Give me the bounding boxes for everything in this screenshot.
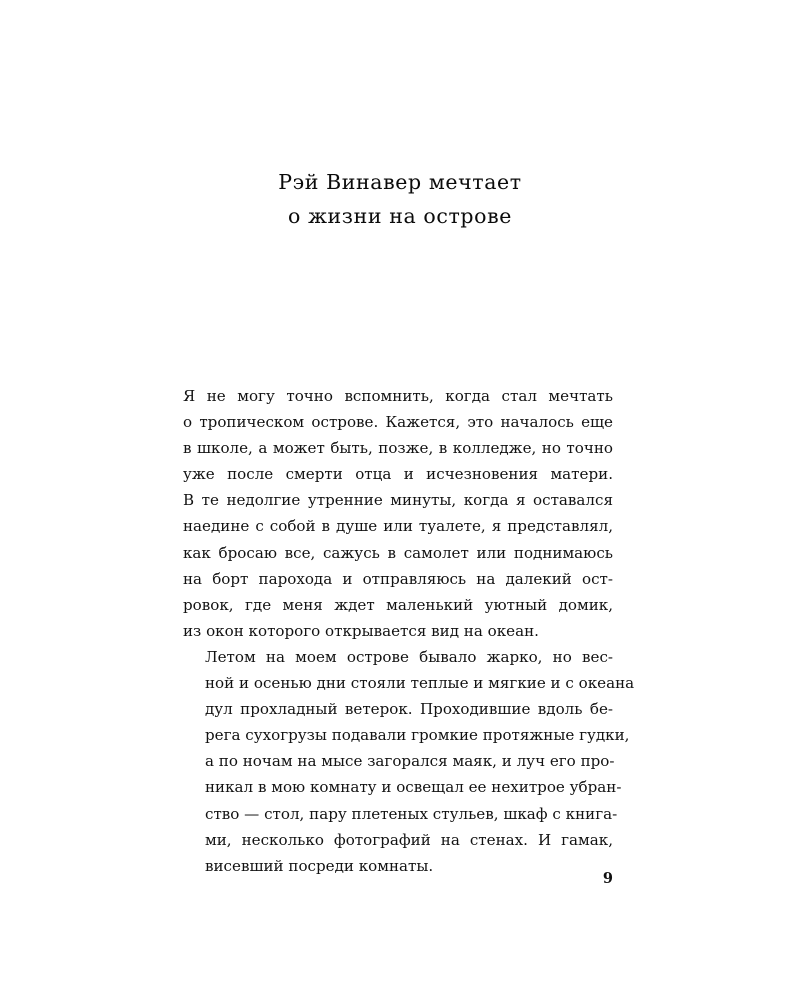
text-line: Летом на моем острове бывало жарко, но вес- xyxy=(205,647,613,666)
text-line: ровок, где меня ждет маленький уютный домик, xyxy=(183,595,613,614)
text-line: а по ночам на мысе загорался маяк, и луч его про- xyxy=(205,752,615,771)
text-line: никал в мою комнату и освещал ее нехитрое убран- xyxy=(205,778,622,797)
text-line: в школе, а может быть, позже, в колледже, но точно xyxy=(183,439,613,458)
chapter-title-line-2: о жизни на острове xyxy=(288,204,512,228)
text-line: ной и осенью дни стояли теплые и мягкие и с океана xyxy=(205,674,635,693)
text-line: ми, несколько фотографий на стенах. И гамак, xyxy=(205,830,613,849)
text-line: уже после смерти отца и исчезновения матери. xyxy=(183,465,613,484)
text-line: висевший посреди комнаты. xyxy=(205,856,434,875)
text-line: на борт парохода и отправляюсь на далекий ост- xyxy=(183,569,613,588)
text-line: как бросаю все, сажусь в самолет или поднимаюсь xyxy=(183,543,613,562)
body-text xyxy=(183,383,635,879)
text-line: дул прохладный ветерок. Проходившие вдоль бе- xyxy=(205,700,613,719)
paragraph-2 xyxy=(183,644,635,879)
text-line: ство — стол, пару плетеных стульев, шкаф с книга- xyxy=(205,804,618,823)
text-line: о тропическом острове. Кажется, это началось еще xyxy=(183,413,613,432)
text-line: из окон которого открывается вид на океан. xyxy=(183,621,539,640)
text-line: рега сухогрузы подавали громкие протяжные гудки, xyxy=(205,726,630,745)
chapter-title xyxy=(180,165,620,233)
paragraph-1 xyxy=(183,383,613,644)
text-line: Я не могу точно вспомнить, когда стал мечтать xyxy=(183,387,613,405)
text-line: наедине с собой в душе или туалете, я представлял, xyxy=(183,517,613,536)
chapter-title-line-1: Рэй Винавер мечтает xyxy=(278,170,522,194)
text-line: В те недолгие утренние минуты, когда я оставался xyxy=(183,491,613,510)
page-number: 9 xyxy=(602,870,613,887)
